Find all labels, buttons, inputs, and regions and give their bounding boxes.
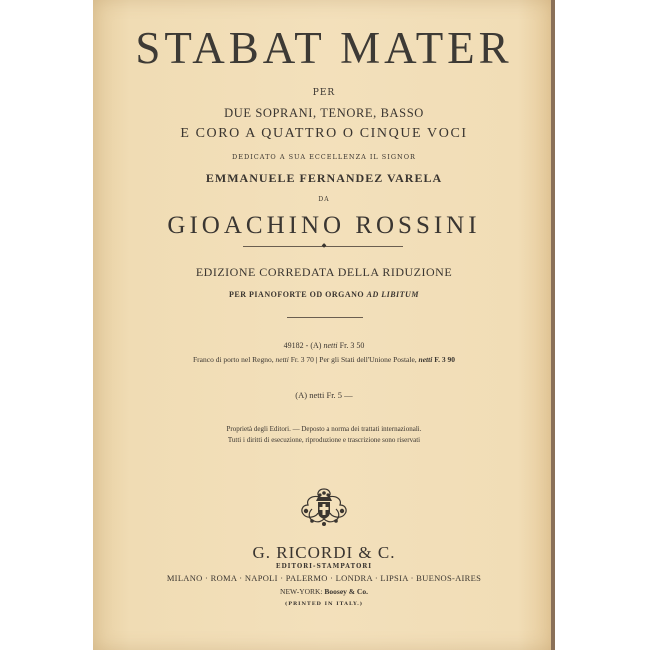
voices-line-2: E CORO A QUATTRO O CINQUE VOCI <box>180 126 468 141</box>
catalog-number: 49182 - (A) <box>283 341 322 350</box>
franco-union-label: Per gli Stati dell'Unione Postale, <box>319 355 417 364</box>
separator: | <box>315 355 318 364</box>
work-title: STABAT MATER <box>135 23 513 73</box>
divider-ornament: ◆ <box>321 242 327 249</box>
ad-libitum-label: AD LIBITUM <box>366 290 419 299</box>
price-value: Fr. 3 50 <box>339 341 365 350</box>
per-label: PER <box>312 88 336 98</box>
new-york-agent-name: Boosey & Co. <box>324 587 368 596</box>
da-label: DA <box>318 196 330 203</box>
netti-label: netti <box>323 341 338 350</box>
short-divider <box>287 317 363 318</box>
publisher-cities: MILANO · ROMA · NAPOLI · PALERMO · LONDRA · LIPSIA · BUENOS-AIRES <box>166 573 482 583</box>
rights-line-2: Tutti i diritti di esecuzione, riproduzione e trascrizione sono riservati <box>227 436 421 444</box>
rights-line-1: Proprietà degli Editori. — Deposto a norma dei trattati internazionali. <box>226 425 422 433</box>
dedication-text: DEDICATO A SUA ECCELLENZA IL SIGNOR <box>232 153 416 161</box>
franco-union-price: F. 3 90 <box>434 355 455 364</box>
second-price <box>93 390 555 400</box>
publisher-role: EDITORI-STAMPATORI <box>275 563 373 570</box>
postage-prices <box>93 355 555 364</box>
dedicatee-name: EMMANUELE FERNANDEZ VARELA <box>205 171 443 185</box>
title-page <box>93 0 555 650</box>
new-york-label: NEW-YORK: <box>280 587 323 596</box>
edition-text: EDIZIONE CORREDATA DELLA RIDUZIONE <box>195 265 453 279</box>
instrument-label: PER PIANOFORTE OD ORGANO <box>229 290 365 299</box>
ricordi-crest-icon <box>298 485 350 527</box>
netti-label: netti <box>275 355 289 364</box>
second-price-prefix: (A) netti <box>295 390 325 400</box>
printed-in-italy: (PRINTED IN ITALY.) <box>284 601 364 607</box>
instrument-text <box>93 290 555 299</box>
franco-kingdom-label: Franco di porto nel Regno, <box>193 355 274 364</box>
composer-name: GIOACHINO ROSSINI <box>167 212 481 239</box>
netti-label: netti <box>418 355 433 364</box>
franco-kingdom-price: Fr. 3 70 <box>290 355 314 364</box>
catalog-price <box>93 341 555 350</box>
voices-line-1: DUE SOPRANI, TENORE, BASSO <box>224 106 424 120</box>
second-price-value: Fr. 5 — <box>326 390 353 400</box>
new-york-agent <box>93 587 555 596</box>
publisher-name: G. RICORDI & C. <box>252 543 396 562</box>
